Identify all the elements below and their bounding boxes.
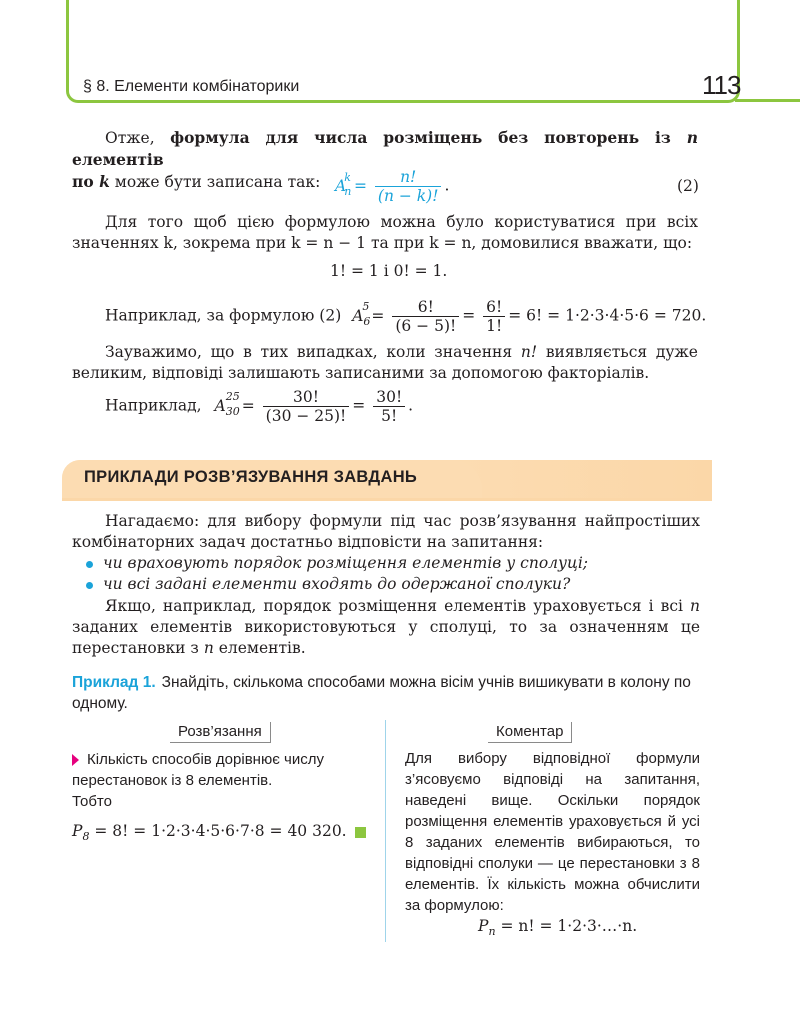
- commentary-heading: Коментар: [488, 721, 572, 743]
- page-number: 113: [702, 70, 741, 100]
- factorial-remark: Зауважимо, що в тих випадках, коли значення n! виявляється дуже великим, відповіді залишають записаними за допомогою факторіалів.: [72, 343, 698, 382]
- commentary-formula: $P_n = n$! = 1·2·3·…·n.: [478, 917, 638, 939]
- header-frame-extension: [735, 99, 800, 102]
- solution-so: Тобто: [72, 793, 112, 810]
- section-title: ПРИКЛАДИ РОЗВ’ЯЗУВАННЯ ЗАВДАНЬ: [84, 468, 418, 486]
- section-underline: [62, 498, 712, 501]
- end-of-solution-icon: [355, 827, 366, 838]
- column-divider: [385, 720, 386, 942]
- bullet-icon: [86, 582, 93, 589]
- factorial-convention: 1! = 1 і 0! = 1.: [330, 262, 448, 280]
- pointer-triangle-icon: [72, 754, 79, 766]
- commentary-text: Для вибору відповідної формули з’ясовуємо відповіді на запитання, наведені вище. Оскільки порядок розміщення елементів ураховується й усі 8 заданих елементів вибираються, то відповідні сполуки — це перестановки з 8 елементів. Їх кількість можна обчислити за формулою:: [405, 750, 700, 914]
- formula-intro: Отже, формула для числа розміщень без повторень із n елементів по k може бути записана так:: [72, 128, 698, 191]
- solution-formula: $P_8 = 8$! = 1·2·3·4·5·6·7·8 = 40 320.: [72, 822, 366, 843]
- list-item: чи враховують порядок розміщення елементів у сполуці;: [86, 553, 588, 574]
- example-1: [72, 672, 700, 714]
- formula-number: (2): [677, 177, 699, 195]
- reminder-paragraph: Нагадаємо: для вибору формули під час розв’язування найпростіших комбінаторних задач достатньо відповісти на запитання:: [72, 512, 700, 551]
- example-large-factorial: Наприклад, $A_{30}^{25}$ = $\frac{30!}{(30 - 25)!}$ = $\frac{30!}{5!}$ .: [105, 388, 414, 425]
- question-list: [86, 553, 588, 595]
- arrangement-formula: $A_n^k$ = $\frac{n!}{(n - k)!}$ .: [335, 168, 450, 205]
- permutation-paragraph: Якщо, наприклад, порядок розміщення елементів ураховується і всі n заданих елементів використовуються у сполуці, то за означенням це перестановки з n елементів.: [72, 597, 700, 657]
- running-header: § 8. Елементи комбінаторики: [83, 78, 300, 95]
- list-item: чи всі задані елементи входять до одержаної сполуки?: [86, 574, 588, 595]
- solution-text: Кількість способів дорівнює числу перестановок із 8 елементів.: [72, 751, 324, 789]
- example-text: Знайдіть, скількома способами можна вісім учнів вишикувати в колону по одному.: [72, 674, 691, 712]
- example-label: Приклад 1.: [72, 674, 156, 691]
- example-arrangement: Наприклад, за формулою (2) $A_6^5$ = $\frac{6!}{(6 - 5)!}$ = $\frac{6!}{1!}$ = 6! = 1·2·3·4·5·6 = 720.: [105, 298, 707, 335]
- convention-paragraph: Для того щоб цією формулою можна було користуватися при всіх значеннях k, зокрема при k = n − 1 та при k = n, домовилися вважати, що:: [72, 213, 698, 252]
- bullet-icon: [86, 561, 93, 568]
- solution-heading: Розв’язання: [170, 721, 271, 743]
